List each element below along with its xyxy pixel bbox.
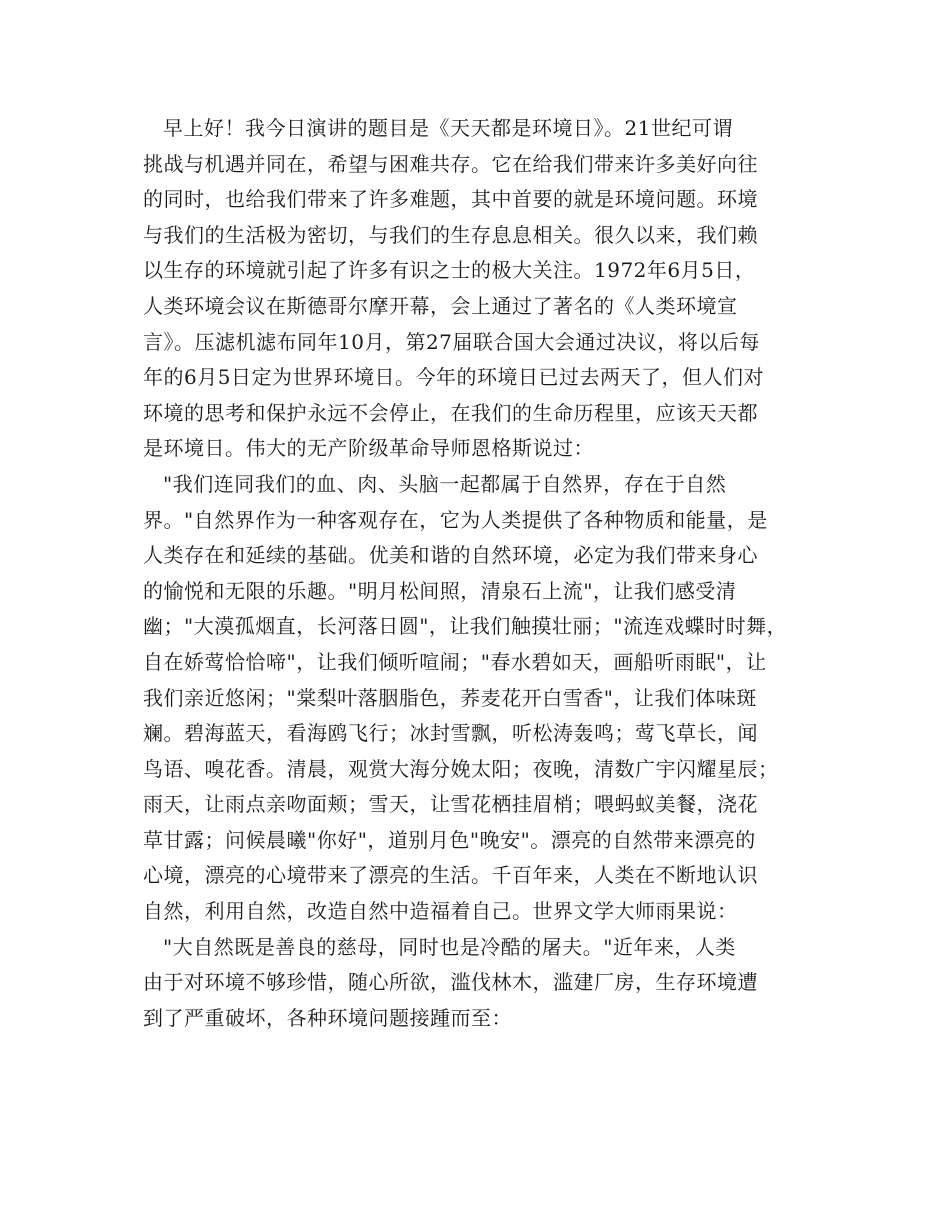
text-line: 鸟语、嗅花香。清晨，观赏大海分娩太阳；夜晚，清数广宇闪耀星辰； [143,756,779,781]
text-line: "大自然既是善良的慈母，同时也是冷酷的屠夫。"近年来，人类 [163,934,736,959]
text-line: "我们连同我们的血、肉、头脑一起都属于自然界，存在于自然 [163,471,727,496]
text-line: 斓。碧海蓝天，看海鸥飞行；冰封雪飘，听松涛轰鸣；莺飞草长，闻 [143,721,758,746]
text-line: 的愉悦和无限的乐趣。"明月松间照，清泉石上流"，让我们感受清 [143,578,737,603]
body-text [143,111,823,1036]
text-line: 草甘露；问候晨曦"你好"，道别月色"晚安"。漂亮的自然带来漂亮的 [143,827,756,852]
text-line: 到了严重破坏，各种环境问题接踵而至： [143,1005,512,1030]
text-line: 界。"自然界作为一种客观存在，它为人类提供了各种物质和能量，是 [143,507,768,532]
text-line: 幽；"大漠孤烟直，长河落日圆"，让我们触摸壮丽；"流连戏蝶时时舞， [143,614,788,639]
text-line: 以生存的环境就引起了许多有识之士的极大关注。1972年6月5日， [143,258,756,283]
text-line: 是环境日。伟大的无产阶级革命导师恩格斯说过： [143,436,594,461]
text-line: 的同时，也给我们带来了许多难题，其中首要的就是环境问题。环境 [143,187,758,212]
text-line: 心境，漂亮的心境带来了漂亮的生活。千百年来，人类在不断地认识 [143,863,758,888]
text-line: 自然，利用自然，改造自然中造福着自己。世界文学大师雨果说： [143,899,738,924]
text-line: 与我们的生活极为密切，与我们的生存息息相关。很久以来，我们赖 [143,222,758,247]
text-line: 我们亲近悠闲；"棠梨叶落胭脂色，荞麦花开白雪香"，让我们体味斑 [143,685,757,710]
text-line: 由于对环境不够珍惜，随心所欲，滥伐林木，滥建厂房，生存环境遭 [143,970,758,995]
text-line: 年的6月5日定为世界环境日。今年的环境日已过去两天了，但人们对 [143,365,764,390]
text-line: 言》。压滤机滤布同年10月，第27届联合国大会通过决议，将以后每 [143,329,760,354]
text-line: 挑战与机遇并同在，希望与困难共存。它在给我们带来许多美好向往 [143,151,758,176]
text-line: 雨天，让雨点亲吻面颊；雪天，让雪花栖挂眉梢；喂蚂蚁美餐，浇花 [143,792,758,817]
text-line: 人类存在和延续的基础。优美和谐的自然环境，必定为我们带来身心 [143,543,758,568]
text-line: 环境的思考和保护永远不会停止，在我们的生命历程里，应该天天都 [143,400,758,425]
text-line: 自在娇莺恰恰啼"，让我们倾听喧闹；"春水碧如天，画船听雨眠"，让 [143,649,767,674]
text-line: 早上好！我今日演讲的题目是《天天都是环境日》。21世纪可谓 [163,116,733,140]
text-line: 人类环境会议在斯德哥尔摩开幕，会上通过了著名的《人类环境宣 [143,293,738,318]
